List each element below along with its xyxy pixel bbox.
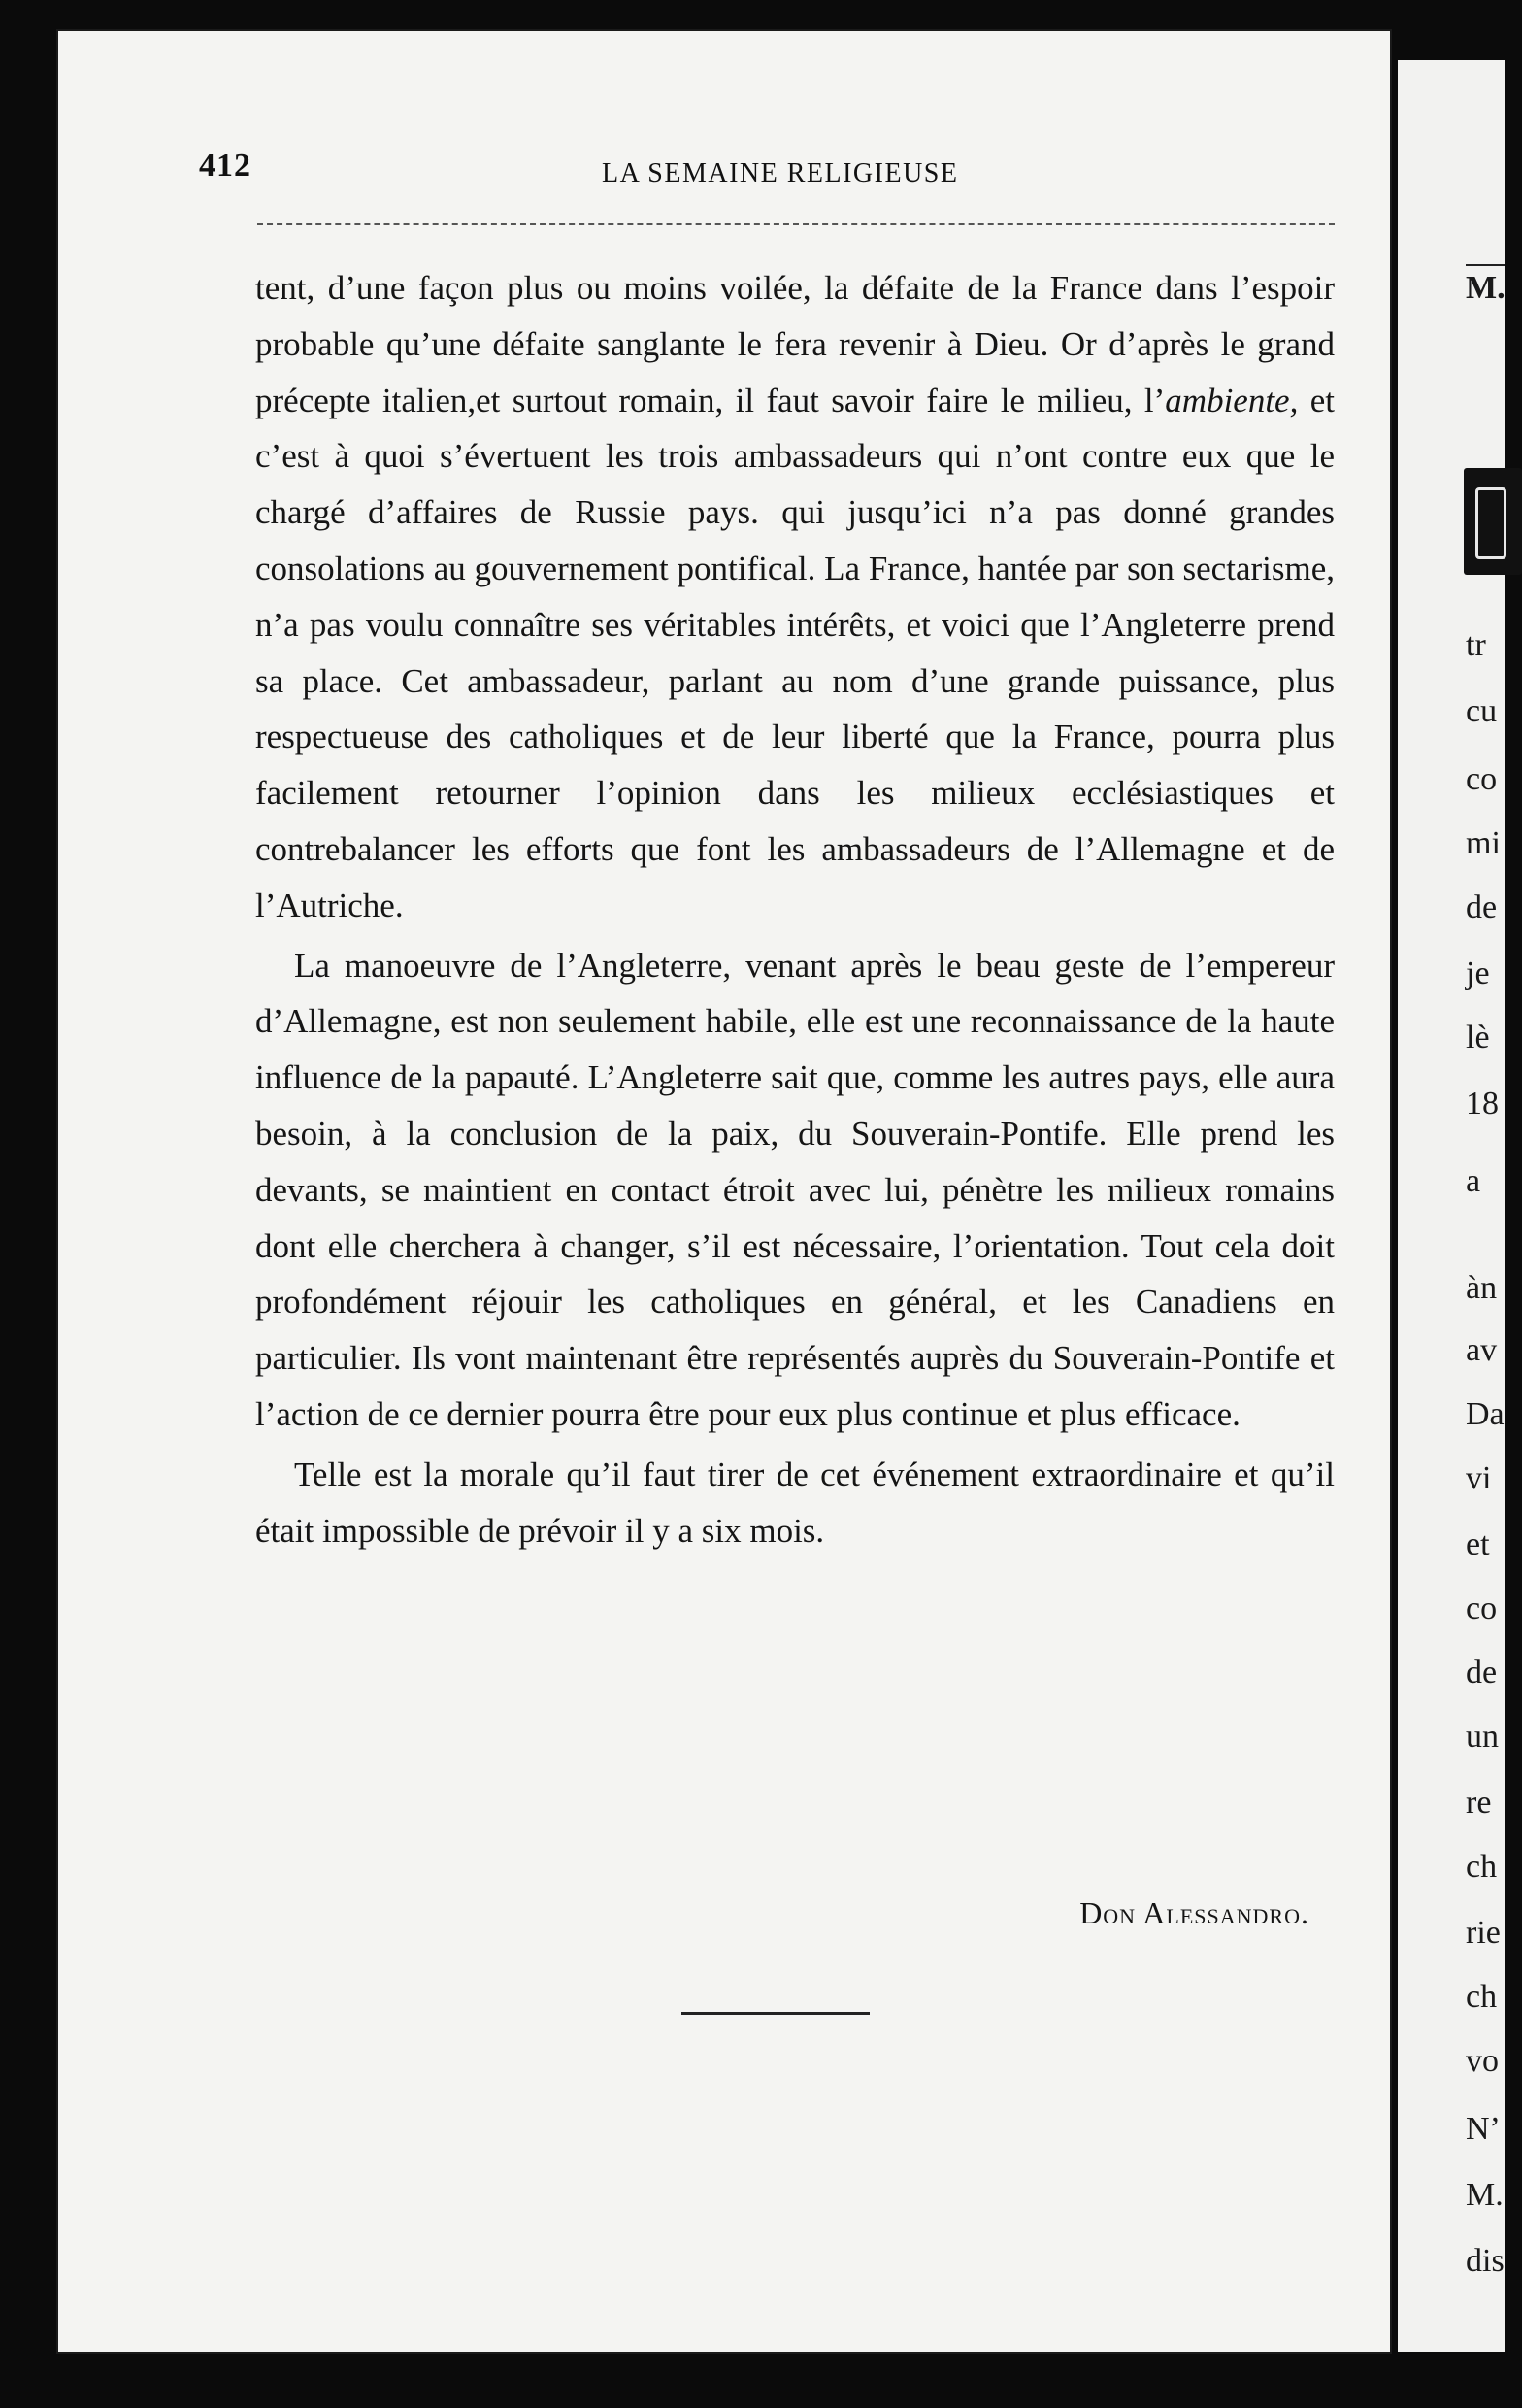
running-title: LA SEMAINE RELIGIEUSE — [602, 158, 959, 188]
adjacent-page-fragment: dis — [1466, 2243, 1505, 2279]
adjacent-page-fragment: àn — [1466, 1270, 1498, 1306]
adjacent-page-fragment: ch — [1466, 1849, 1498, 1885]
adjacent-page-fragment: M. — [1466, 2177, 1504, 2213]
adjacent-page-fragment: a — [1466, 1163, 1481, 1199]
adjacent-page-fragment: re — [1466, 1785, 1492, 1821]
adjacent-page-fragment: tr — [1466, 627, 1486, 663]
article-body — [255, 260, 1335, 1558]
adjacent-page-fragment: co — [1466, 761, 1498, 797]
paragraph-1 — [255, 260, 1335, 934]
adjacent-page-fragment: av — [1466, 1332, 1498, 1368]
adjacent-page-fragment: vi — [1466, 1460, 1492, 1496]
paragraph-1-text-b: et c’est à quoi s’évertuent les trois ambassadeurs qui n’ont contre eux que le chargé d’affaires de Russie pays. qui jusqu’ici n’a pas donné grandes consolations au gouvernement pontifical. La France, hantée par son sectarisme, n’a pas voulu connaître ses véritables intérêts, et voici que l’Angleterre prend sa place. Cet ambassadeur, parlant au nom d’une grande puissance, plus respectueuse des catholiques et de leur liberté que la France, pourra plus facilement retourner l’opinion dans les milieux ecclésiastiques et contrebalancer les efforts que font les ambassadeurs de l’Allemagne et de l’Autriche. — [255, 381, 1335, 924]
adjacent-page-fragment: je — [1466, 955, 1490, 991]
adjacent-page-fragment: cu — [1466, 693, 1498, 729]
adjacent-page-fragment: un — [1466, 1719, 1499, 1755]
adjacent-page-fragment: de — [1466, 1655, 1498, 1690]
author-signature: Don Alessandro. — [1079, 1895, 1309, 1930]
header-rule — [257, 223, 1335, 225]
adjacent-page-fragment: Da — [1466, 1396, 1505, 1432]
paragraph-1-italic-term: ambiente, — [1165, 381, 1299, 419]
adjacent-page-fragment: N’ — [1466, 2111, 1501, 2147]
adjacent-page-rule — [1466, 264, 1505, 266]
adjacent-page-fragment: lè — [1466, 1020, 1490, 1055]
adjacent-page-fragment: de — [1466, 889, 1498, 925]
adjacent-page-fragment: 18 — [1466, 1086, 1499, 1121]
adjacent-page-fragment: vo — [1466, 2043, 1499, 2079]
adjacent-page-fragment: rie — [1466, 1915, 1501, 1951]
adjacent-page-fragment: et — [1466, 1526, 1490, 1562]
adjacent-page-drop-cap — [1464, 468, 1522, 575]
paragraph-2: La manoeuvre de l’Angleterre, venant après le beau geste de l’empereur d’Allemagne, est non seulement habile, elle est une reconnaissance de la haute influence de la papauté. L’Angleterre sait que, comme les autres pays, elle aura besoin, à la conclusion de la paix, du Souverain-Pontife. Elle prend les devants, se maintient en contact étroit avec lui, pénètre les milieux romains dont elle cherchera à changer, s’il est nécessaire, l’orientation. Tout cela doit profondément réjouir les catholiques en général, et les Canadiens en particulier. Ils vont maintenant être représentés auprès du Souverain-Pontife et l’action de ce dernier pourra être pour eux plus continue et plus efficace. — [255, 946, 1335, 1433]
adjacent-page-fragment: mi — [1466, 825, 1501, 861]
page-number: 412 — [199, 148, 251, 184]
paragraph-1-text-a: tent, d’une façon plus ou moins voilée, la défaite de la France dans l’espoir probable qu’une défaite sanglante le fera revenir à Dieu. Or d’après le grand précepte italien,et surtout romain, il faut savoir faire le milieu, l’ — [255, 269, 1335, 419]
adjacent-page-fragment: M. — [1466, 270, 1505, 306]
adjacent-page-edge — [1398, 60, 1505, 2352]
end-rule — [681, 2012, 870, 2015]
paragraph-3: Telle est la morale qu’il faut tirer de cet événement extraordinaire et qu’il était impossible de prévoir il y a six mois. — [255, 1455, 1335, 1550]
adjacent-page-fragment: co — [1466, 1590, 1498, 1626]
adjacent-page-fragment: ch — [1466, 1979, 1498, 2015]
